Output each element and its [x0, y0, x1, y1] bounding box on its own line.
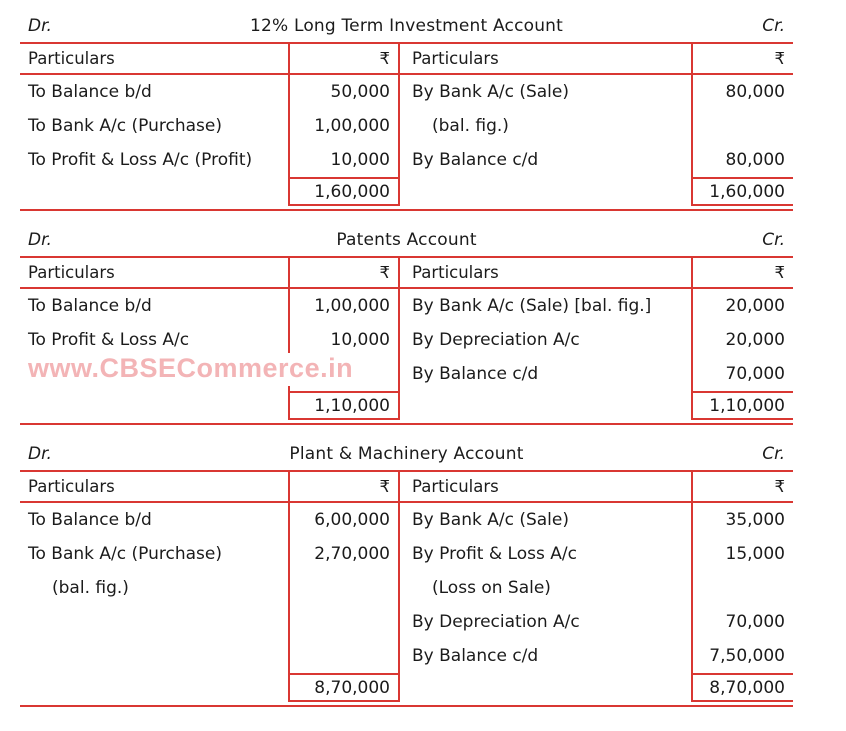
- total-row: [20, 391, 793, 420]
- table-row: [20, 289, 793, 323]
- account-header: [20, 442, 793, 468]
- column-header-row: [20, 470, 793, 503]
- account-title: Patents Account: [336, 230, 477, 250]
- empty-cell: [20, 673, 288, 702]
- credit-particulars: By Depreciation A/c: [412, 612, 580, 632]
- credit-amount: [691, 571, 793, 605]
- account-table-patents: [20, 228, 793, 425]
- credit-particulars: By Bank A/c (Sale): [412, 510, 569, 530]
- credit-amount: 20,000: [691, 289, 793, 323]
- debit-particulars: (bal. fig.): [52, 578, 129, 598]
- credit-particulars: By Bank A/c (Sale): [412, 82, 569, 102]
- credit-total: 8,70,000: [691, 673, 793, 702]
- debit-rupee-header: ₹: [288, 472, 400, 501]
- dr-label: Dr.: [28, 444, 52, 464]
- empty-cell: [20, 177, 288, 206]
- account-header: [20, 228, 793, 254]
- cr-label: Cr.: [762, 230, 785, 250]
- watermark-text: www.CBSECommerce.in: [26, 353, 357, 386]
- table-row: [20, 323, 793, 357]
- debit-particulars: [20, 605, 288, 639]
- credit-total: 1,10,000: [691, 391, 793, 420]
- account-title: 12% Long Term Investment Account: [249, 16, 564, 36]
- debit-total: 1,10,000: [288, 391, 400, 420]
- debit-amount: [288, 639, 400, 673]
- credit-amount: 80,000: [691, 75, 793, 109]
- debit-total: 1,60,000: [288, 177, 400, 206]
- debit-particulars: To Bank A/c (Purchase): [28, 544, 222, 564]
- debit-rupee-header: ₹: [288, 44, 400, 73]
- credit-amount: 15,000: [691, 537, 793, 571]
- debit-amount: 10,000: [288, 323, 400, 357]
- credit-amount: 7,50,000: [691, 639, 793, 673]
- table-row: [20, 571, 793, 605]
- debit-particulars: To Balance b/d: [28, 510, 152, 530]
- debit-particulars-header: Particulars: [28, 477, 115, 496]
- credit-rupee-header: ₹: [691, 44, 793, 73]
- debit-amount: 2,70,000: [288, 537, 400, 571]
- table-row: [20, 639, 793, 673]
- column-header-row: [20, 42, 793, 75]
- debit-amount: 50,000: [288, 75, 400, 109]
- t-account: [20, 42, 793, 211]
- empty-cell: [400, 673, 691, 702]
- account-table-investment: [20, 14, 793, 211]
- credit-particulars-header: Particulars: [412, 263, 499, 282]
- debit-amount: 10,000: [288, 143, 400, 177]
- credit-particulars: By Bank A/c (Sale) [bal. fig.]: [412, 296, 652, 316]
- empty-cell: [20, 391, 288, 420]
- credit-particulars-header: Particulars: [412, 49, 499, 68]
- credit-particulars-header: Particulars: [412, 477, 499, 496]
- account-title: Plant & Machinery Account: [289, 444, 524, 464]
- cr-label: Cr.: [762, 444, 785, 464]
- credit-particulars: By Balance c/d: [412, 364, 539, 384]
- debit-rupee-header: ₹: [288, 258, 400, 287]
- table-row: [20, 503, 793, 537]
- debit-amount: [288, 605, 400, 639]
- debit-amount: 1,00,000: [288, 109, 400, 143]
- debit-amount: 6,00,000: [288, 503, 400, 537]
- dr-label: Dr.: [28, 230, 52, 250]
- debit-particulars: To Bank A/c (Purchase): [28, 116, 222, 136]
- credit-amount: 20,000: [691, 323, 793, 357]
- account-table-plant-machinery: [20, 442, 793, 707]
- total-row: [20, 177, 793, 206]
- credit-particulars: By Balance c/d: [412, 150, 539, 170]
- debit-total: 8,70,000: [288, 673, 400, 702]
- debit-amount: [288, 571, 400, 605]
- credit-rupee-header: ₹: [691, 258, 793, 287]
- credit-amount: 80,000: [691, 143, 793, 177]
- table-row: [20, 605, 793, 639]
- credit-total: 1,60,000: [691, 177, 793, 206]
- credit-particulars: By Profit & Loss A/c: [412, 544, 577, 564]
- empty-cell: [400, 177, 691, 206]
- debit-particulars-header: Particulars: [28, 263, 115, 282]
- credit-amount: 70,000: [691, 605, 793, 639]
- total-row: [20, 673, 793, 702]
- debit-amount: 1,00,000: [288, 289, 400, 323]
- table-row: [20, 537, 793, 571]
- t-account: [20, 470, 793, 707]
- credit-amount: 35,000: [691, 503, 793, 537]
- debit-particulars: To Profit & Loss A/c (Profit): [28, 150, 253, 170]
- table-row: [20, 109, 793, 143]
- cr-label: Cr.: [762, 16, 785, 36]
- credit-rupee-header: ₹: [691, 472, 793, 501]
- t-account: [20, 256, 793, 425]
- debit-particulars: To Profit & Loss A/c: [28, 330, 190, 350]
- credit-particulars: By Balance c/d: [412, 646, 539, 666]
- debit-particulars: [20, 639, 288, 673]
- dr-label: Dr.: [28, 16, 52, 36]
- table-row: [20, 143, 793, 177]
- credit-particulars: (Loss on Sale): [432, 578, 551, 598]
- credit-particulars: (bal. fig.): [432, 116, 509, 136]
- credit-amount: 70,000: [691, 357, 793, 391]
- table-row: [20, 75, 793, 109]
- debit-particulars: To Balance b/d: [28, 82, 152, 102]
- debit-particulars-header: Particulars: [28, 49, 115, 68]
- empty-cell: [400, 391, 691, 420]
- credit-amount: [691, 109, 793, 143]
- account-header: [20, 14, 793, 40]
- credit-particulars: By Depreciation A/c: [412, 330, 580, 350]
- debit-particulars: To Balance b/d: [28, 296, 152, 316]
- column-header-row: [20, 256, 793, 289]
